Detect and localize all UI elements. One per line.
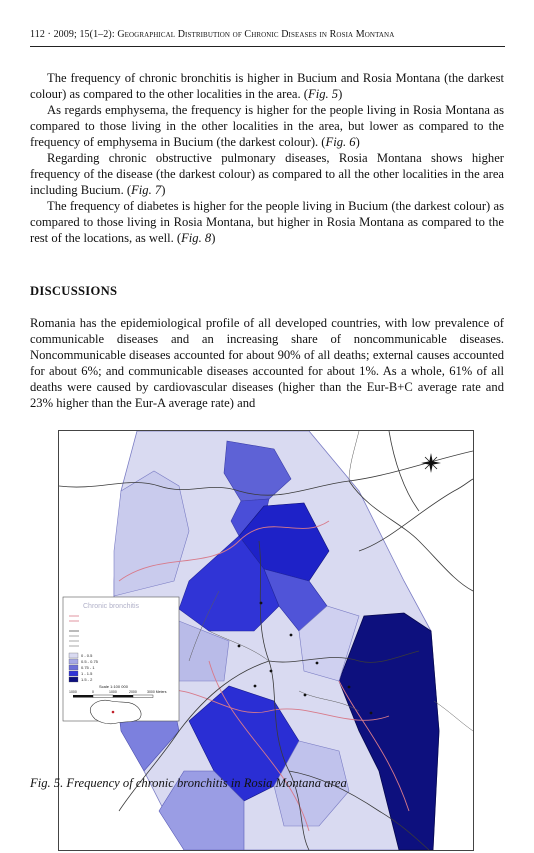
figure-reference[interactable]: Fig. 8 — [181, 230, 212, 245]
figure-reference[interactable]: Fig. 5 — [308, 86, 339, 101]
paragraph-bronchitis: The frequency of chronic bronchitis is higher in Bucium and Rosia Montana (the darkest colour) as compared to the other localities in the area. (Fig. 5) — [30, 71, 504, 101]
scale-tick: 1000 — [69, 690, 77, 694]
figure-reference[interactable]: Fig. 7 — [131, 182, 162, 197]
legend-item: 0.5 - 0.75 — [81, 659, 98, 664]
running-title: Geographical Distribution of Chronic Diseases in Rosia Montana — [117, 29, 395, 40]
legend-title: Chronic bronchitis — [83, 603, 140, 610]
scale-tick: 2000 — [129, 690, 137, 694]
legend-item: 1.5 - 2 — [81, 677, 93, 682]
paragraph-emphysema: As regards emphysema, the frequency is higher for the people living in Rosia Montana as compared to those living in the other localities in the area, but lower as compared to the frequency of emphysema in Bucium (the darkest colour). (Fig. 6) — [30, 103, 504, 149]
scale-tick: 1000 — [109, 690, 117, 694]
running-header — [30, 29, 394, 40]
header-rule — [30, 46, 505, 47]
legend-swatches — [69, 653, 78, 682]
page-number: 112 — [30, 29, 45, 40]
figure-reference[interactable]: Fig. 6 — [325, 134, 356, 149]
scale-tick: 0 — [92, 690, 94, 694]
paragraph-discussion: Romania has the epidemiological profile of all developed countries, with low prevalence of communicable diseases and an increasing share of noncommunicable diseases. Noncommunicable diseases accounted for about 90% of all deaths; external causes accounted for about 6%; and communicable diseases accounted for about 1%. As a whole, 61% of all deaths were caused by cardiovascular diseases (higher than the Eur-B+C average rate and 23% higher than the Eur-A average rate) and — [30, 316, 504, 410]
paragraph-diabetes: The frequency of diabetes is higher for the people living in Bucium (the darkest colour) as compared to those living in Rosia Montana, but higher in Rosia Montana as compared to the rest of the locations, as well. (Fig. 8) — [30, 199, 504, 245]
journal-info: · 2009; 15(1–2): — [47, 29, 115, 40]
map-legend — [63, 597, 179, 724]
section-heading: DISCUSSIONS — [30, 284, 118, 298]
figure-caption: Fig. 5. Frequency of chronic bronchitis in Rosia Montana area — [30, 776, 347, 790]
scale-tick: 3000 Meters — [147, 690, 167, 694]
paragraph-copd: Regarding chronic obstructive pulmonary diseases, Rosia Montana shows higher frequency of the disease (the darkest colour) as compared to all the other localities in the area including Bucium. (Fig. 7) — [30, 151, 504, 197]
scale-text: Scale 1:100 000 — [99, 684, 128, 689]
legend-item: 0.75 - 1 — [81, 665, 95, 670]
legend-item: 1 - 1.5 — [81, 671, 93, 676]
legend-item: 0 - 0.5 — [81, 653, 93, 658]
